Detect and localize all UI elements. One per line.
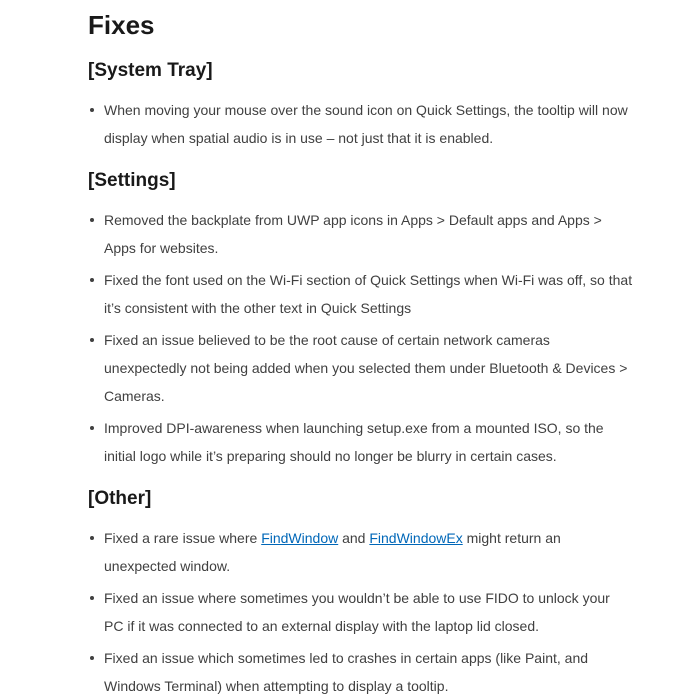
findwindowex-link[interactable]: FindWindowEx	[369, 530, 463, 546]
section-system-tray	[88, 58, 633, 152]
section-other	[88, 486, 633, 700]
bullet-text-segment: might return an unexpected window.	[104, 530, 561, 574]
bullet-text: Fixed the font used on the Wi-Fi section of Quick Settings when Wi-Fi was off, so that it’s consistent with the other text in Quick Settings	[104, 272, 633, 316]
bullet-text-segment: Fixed a rare issue where	[104, 530, 262, 546]
list-item	[88, 414, 633, 470]
list-item	[88, 326, 633, 410]
bullet-icon	[90, 426, 94, 430]
list-item	[88, 96, 633, 152]
bullet-icon	[90, 278, 94, 282]
section-heading-settings: [Settings]	[88, 170, 176, 191]
section-settings	[88, 168, 633, 470]
bullet-icon	[90, 536, 94, 540]
list-item	[88, 266, 633, 322]
system-tray-bullet-list	[88, 96, 633, 152]
bullet-icon	[90, 656, 94, 660]
section-heading-system-tray: [System Tray]	[88, 60, 213, 81]
settings-bullet-list	[88, 206, 633, 470]
bullet-icon	[90, 596, 94, 600]
section-heading-other: [Other]	[88, 488, 152, 509]
list-item	[88, 206, 633, 262]
list-item	[88, 584, 633, 640]
bullet-text: Improved DPI-awareness when launching setup.exe from a mounted ISO, so the initial logo while it’s preparing should no longer be blurry in certain cases.	[104, 420, 604, 464]
bullet-text: When moving your mouse over the sound icon on Quick Settings, the tooltip will now display when spatial audio is in use – not just that it is enabled.	[104, 102, 628, 146]
findwindow-link[interactable]: FindWindow	[261, 530, 339, 546]
bullet-text: Fixed an issue where sometimes you wouldn’t be able to use FIDO to unlock your PC if it was connected to an external display with the laptop lid closed.	[104, 590, 610, 634]
bullet-icon	[90, 218, 94, 222]
bullet-text	[104, 530, 561, 574]
bullet-text: Removed the backplate from UWP app icons in Apps > Default apps and Apps > Apps for websites.	[104, 212, 602, 256]
bullet-icon	[90, 338, 94, 342]
bullet-text: Fixed an issue which sometimes led to crashes in certain apps (like Paint, and Windows Terminal) when attempting to display a tooltip.	[104, 650, 589, 694]
list-item	[88, 644, 633, 700]
bullet-icon	[90, 108, 94, 112]
other-bullet-list	[88, 524, 633, 700]
page-title: Fixes	[88, 10, 155, 40]
list-item	[88, 524, 633, 580]
bullet-text-segment: and	[338, 530, 370, 546]
bullet-text: Fixed an issue believed to be the root cause of certain network cameras unexpectedly not being added when you selected them under Bluetooth & Devices > Cameras.	[104, 332, 628, 404]
